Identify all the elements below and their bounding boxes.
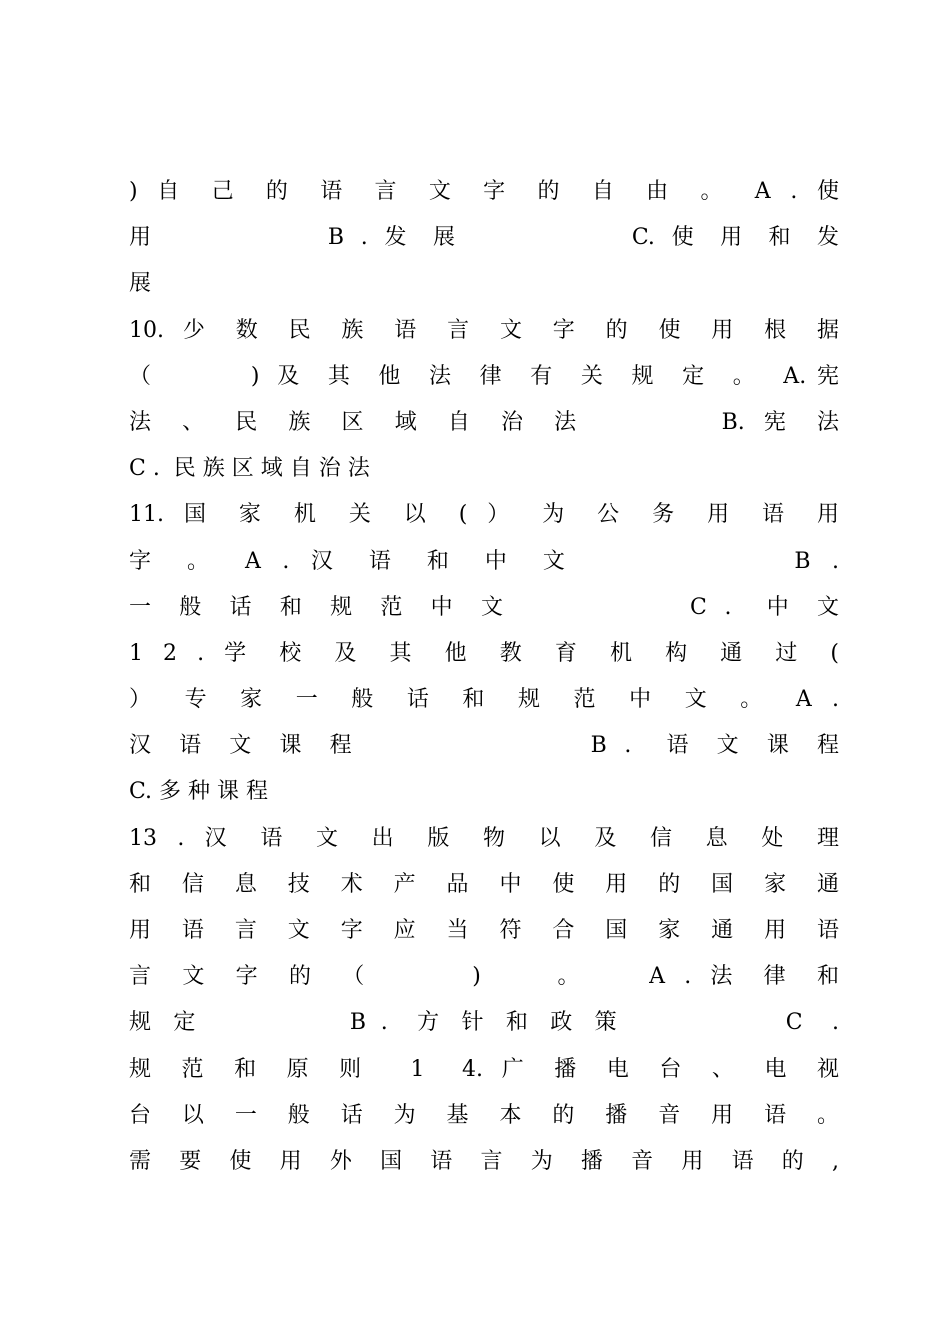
text-line: 1 2 . 学 校 及 其 他 教 育 机 构 通 过 ( (129, 640, 839, 666)
text-line: C . 民 族 区 域 自 治 法 (129, 456, 370, 482)
text-line: 一 般 话 和 规 范 中 文 C . 中 文 (129, 594, 839, 620)
text-line: 规 范 和 原 则 1 4. 广 播 电 台 、 电 视 (129, 1056, 839, 1082)
text-line: 台 以 一 般 话 为 基 本 的 播 音 用 语 。 (129, 1102, 839, 1128)
text-line: 用 语 言 文 字 应 当 符 合 国 家 通 用 语 (129, 918, 839, 943)
text-line: 法 、 民 族 区 域 自 治 法 B. 宪 法 (129, 409, 839, 435)
text-line: 字 。 A . 汉 语 和 中 文 B . (129, 548, 839, 574)
text-line: 展 (129, 271, 152, 297)
text-line: C. 多 种 课 程 (129, 779, 269, 805)
text-line: 用 B . 发 展 C. 使 用 和 发 (129, 225, 839, 251)
text-line: 规 定 B . 方 针 和 政 策 C . (129, 1010, 839, 1036)
text-line: 需 要 使 用 外 国 语 言 为 播 音 用 语 的 , (129, 1148, 839, 1174)
text-line: 11. 国 家 机 关 以 ( ） 为 公 务 用 语 用 (129, 502, 839, 528)
text-line: ) 自 己 的 语 言 文 字 的 自 由 。 A . 使 (129, 179, 839, 204)
text-line: 言 文 字 的 （ ) 。 A . 法 律 和 (129, 964, 839, 990)
text-line: 13 . 汉 语 文 出 版 物 以 及 信 息 处 理 (129, 825, 839, 851)
text-line: 10. 少 数 民 族 语 言 文 字 的 使 用 根 据 (129, 317, 839, 343)
text-line: ） 专 家 一 般 话 和 规 范 中 文 。 A . (129, 687, 839, 713)
document-text-block (129, 172, 839, 1188)
text-line: （ ) 及 其 他 法 律 有 关 规 定 。 A.宪 (129, 363, 839, 389)
text-line: 汉 语 文 课 程 B . 语 文 课 程 (129, 733, 839, 759)
text-line: 和 信 息 技 术 产 品 中 使 用 的 国 家 通 (129, 871, 839, 897)
